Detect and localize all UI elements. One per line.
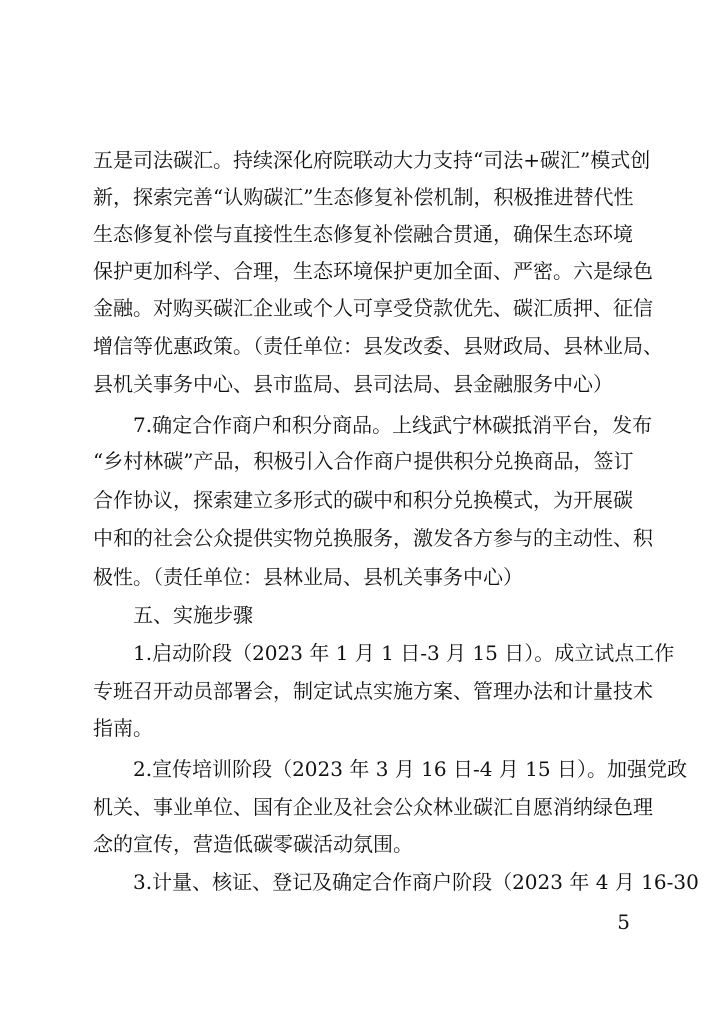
text-line: 生态修复补偿与直接性生态修复补偿融合贯通，确保生态环境 <box>93 222 633 246</box>
page-number: 5 <box>617 910 630 934</box>
text-line: 2.宣传培训阶段（2023 年 3 月 16 日-4 月 15 日）。加强党政 <box>133 757 687 781</box>
text-line: 念的宣传，营造低碳零碳活动氛围。 <box>93 832 413 856</box>
text-line: 3.计量、核证、登记及确定合作商户阶段（2023 年 4 月 16-30 <box>133 870 699 894</box>
text-line: 保护更加科学、合理，生态环境保护更加全面、严密。六是绿色 <box>93 259 653 283</box>
text-line: 五是司法碳汇。持续深化府院联动大力支持“司法+碳汇”模式创 <box>93 148 651 172</box>
text-line: 中和的社会公众提供实物兑换服务，激发各方参与的主动性、积 <box>93 526 653 550</box>
text-line: 7.确定合作商户和积分商品。上线武宁林碳抵消平台，发布 <box>133 413 653 437</box>
text-line: 新，探索完善“认购碳汇”生态修复补偿机制，积极推进替代性 <box>93 185 634 209</box>
text-line: 金融。对购买碳汇企业或个人可享受贷款优先、碳汇质押、征信 <box>93 296 653 320</box>
text-line: 极性。（责任单位：县林业局、县机关事务中心） <box>93 565 523 589</box>
text-line: 专班召开动员部署会，制定试点实施方案、管理办法和计量技术 <box>93 679 653 703</box>
text-line: 1.启动阶段（2023 年 1 月 1 日-3 月 15 日）。成立试点工作 <box>133 641 675 665</box>
text-line: 增信等优惠政策。（责任单位：县发改委、县财政局、县林业局、 <box>93 334 663 358</box>
text-line: 合作协议，探索建立多形式的碳中和积分兑换模式，为开展碳 <box>93 488 633 512</box>
section-heading: 五、实施步骤 <box>133 603 253 627</box>
text-line: 机关、事业单位、国有企业及社会公众林业碳汇自愿消纳绿色理 <box>93 795 653 819</box>
text-line: 县机关事务中心、县市监局、县司法局、县金融服务中心） <box>93 372 613 396</box>
text-line: “乡村林碳”产品，积极引入合作商户提供积分兑换商品，签订 <box>93 449 634 473</box>
text-line: 指南。 <box>93 716 153 740</box>
